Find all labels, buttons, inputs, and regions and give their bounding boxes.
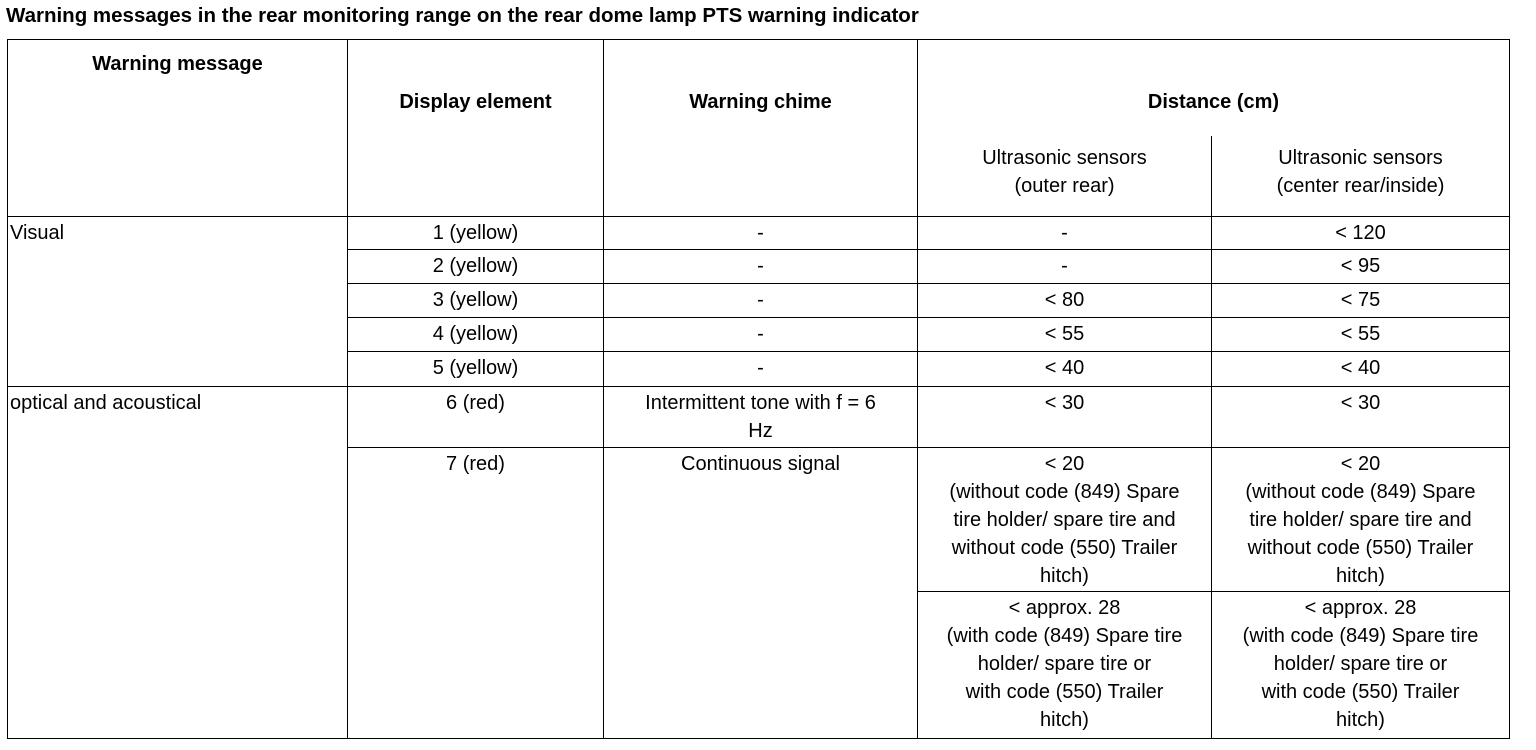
display-cell: 2 (yellow)	[348, 250, 604, 284]
outer-cell: < 40	[918, 352, 1212, 387]
header-display-element: Display element	[348, 40, 604, 217]
center-cell: < 30	[1212, 387, 1510, 448]
distance-note-line: tire holder/ spare tire and	[1249, 509, 1472, 531]
center-cell: < 40	[1212, 352, 1510, 387]
distance-value: < approx. 28	[1008, 597, 1121, 619]
page-title: Warning messages in the rear monitoring range on the rear dome lamp PTS warning indicator	[6, 4, 919, 27]
center-cell-with	[1212, 592, 1510, 739]
outer-cell-with	[918, 592, 1212, 739]
distance-note-line: hitch)	[1336, 709, 1385, 731]
distance-note-line: (with code (849) Spare tire	[1242, 625, 1479, 647]
display-cell: 3 (yellow)	[348, 284, 604, 318]
header-sensor-center-line2: (center rear/inside)	[1276, 174, 1445, 197]
distance-note-line: without code (550) Trailer	[1247, 537, 1474, 559]
header-sensor-outer-line2: (outer rear)	[1014, 174, 1115, 197]
header-sensor-outer	[918, 136, 1212, 217]
display-cell: 5 (yellow)	[348, 352, 604, 387]
distance-value: < 20	[1044, 453, 1085, 475]
center-cell: < 75	[1212, 284, 1510, 318]
chime-cell: Continuous signal	[604, 448, 918, 739]
center-cell: < 55	[1212, 318, 1510, 352]
distance-note-line: with code (550) Trailer	[965, 681, 1164, 703]
header-warning-chime: Warning chime	[604, 40, 918, 217]
outer-cell-without	[918, 448, 1212, 592]
distance-note-line: hitch)	[1040, 565, 1089, 587]
chime-cell	[604, 387, 918, 448]
distance-note-line: holder/ spare tire or	[977, 653, 1152, 675]
chime-cell: -	[604, 318, 918, 352]
header-warning-message: Warning message	[8, 40, 348, 217]
distance-value: < approx. 28	[1304, 597, 1417, 619]
distance-note-line: tire holder/ spare tire and	[953, 509, 1176, 531]
table-row	[8, 217, 1510, 250]
header-sensor-center	[1212, 136, 1510, 217]
center-cell: < 95	[1212, 250, 1510, 284]
chime-cell: -	[604, 217, 918, 250]
outer-cell: -	[918, 250, 1212, 284]
header-sensor-center-line1: Ultrasonic sensors	[1278, 146, 1443, 169]
warning-table	[7, 39, 1510, 739]
chime-line: Intermittent tone with f = 6	[645, 392, 876, 414]
distance-note-line: (without code (849) Spare	[949, 481, 1180, 503]
chime-cell: -	[604, 352, 918, 387]
display-cell: 6 (red)	[348, 387, 604, 448]
distance-note-line: (without code (849) Spare	[1245, 481, 1476, 503]
header-distance: Distance (cm)	[918, 40, 1510, 136]
distance-note-line: hitch)	[1336, 565, 1385, 587]
distance-note-line: with code (550) Trailer	[1261, 681, 1460, 703]
group-optical-acoustical: optical and acoustical	[8, 387, 348, 739]
header-row	[8, 40, 1510, 136]
display-cell: 7 (red)	[348, 448, 604, 739]
center-cell-without	[1212, 448, 1510, 592]
distance-note-line: without code (550) Trailer	[951, 537, 1178, 559]
distance-value: < 20	[1340, 453, 1381, 475]
outer-cell: < 30	[918, 387, 1212, 448]
header-sensor-outer-line1: Ultrasonic sensors	[982, 146, 1147, 169]
distance-note-line: (with code (849) Spare tire	[946, 625, 1183, 647]
table-row	[8, 387, 1510, 448]
distance-note-line: holder/ spare tire or	[1273, 653, 1448, 675]
display-cell: 1 (yellow)	[348, 217, 604, 250]
display-cell: 4 (yellow)	[348, 318, 604, 352]
center-cell: < 120	[1212, 217, 1510, 250]
outer-cell: < 80	[918, 284, 1212, 318]
group-visual: Visual	[8, 217, 348, 387]
chime-line: Hz	[748, 420, 773, 442]
distance-note-line: hitch)	[1040, 709, 1089, 731]
chime-cell: -	[604, 250, 918, 284]
outer-cell: -	[918, 217, 1212, 250]
outer-cell: < 55	[918, 318, 1212, 352]
chime-cell: -	[604, 284, 918, 318]
